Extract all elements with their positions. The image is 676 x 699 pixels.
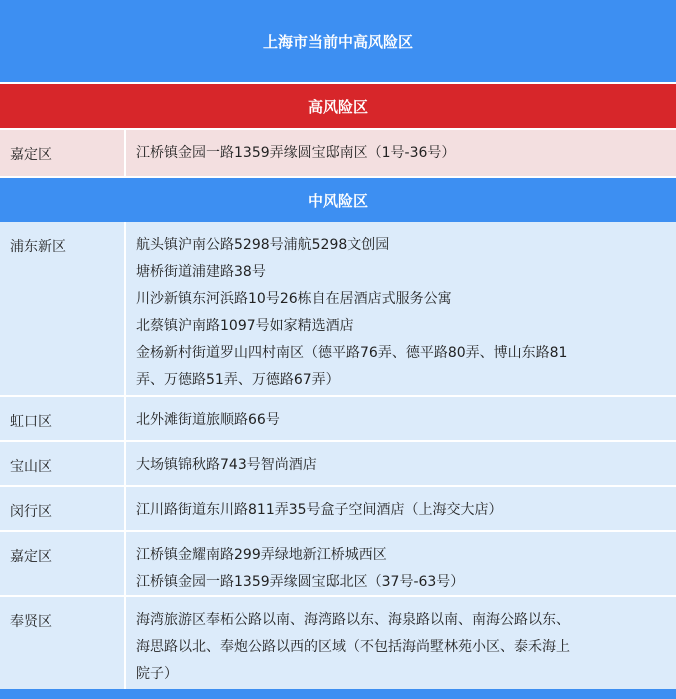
address-line: 海思路以北、奉炮公路以西的区域（不包括海尚墅林苑小区、泰禾海上	[136, 639, 570, 655]
mid-risk-row	[0, 597, 676, 689]
mid-risk-row	[0, 222, 676, 397]
district-cell: 奉贤区	[0, 597, 126, 689]
address-cell	[126, 487, 676, 530]
district-cell: 嘉定区	[0, 532, 126, 595]
address-line: 塘桥街道浦建路38号	[136, 264, 266, 280]
district-cell: 虹口区	[0, 397, 126, 440]
address-line: 江桥镇金园一路1359弄缘圆宝邸北区（37号-63号）	[136, 574, 465, 590]
address-line: 金杨新村街道罗山四村南区（德平路76弄、德平路80弄、博山东路81	[136, 345, 568, 361]
address-line: 大场镇锦秋路743号智尚酒店	[136, 457, 317, 473]
address-line: 海湾旅游区奉柘公路以南、海湾路以东、海泉路以南、南海公路以东、	[136, 612, 570, 628]
address-line: 江川路街道东川路811弄35号盒子空间酒店（上海交大店）	[136, 502, 503, 518]
address-line: 川沙新镇东河浜路10号26栋自在居酒店式服务公寓	[136, 291, 452, 307]
address-cell	[126, 130, 676, 176]
address-line: 弄、万德路51弄、万德路67弄）	[136, 372, 340, 388]
page-title: 上海市当前中高风险区	[0, 0, 676, 82]
address-line: 北蔡镇沪南路1097号如家精选酒店	[136, 318, 354, 334]
high-risk-header: 高风险区	[0, 84, 676, 128]
mid-risk-row	[0, 397, 676, 442]
address-cell	[126, 597, 676, 689]
district-cell: 浦东新区	[0, 222, 126, 395]
address-cell	[126, 532, 676, 595]
mid-risk-header: 中风险区	[0, 178, 676, 222]
district-cell: 宝山区	[0, 442, 126, 485]
mid-risk-row	[0, 532, 676, 597]
district-cell: 嘉定区	[0, 130, 126, 176]
address-line: 北外滩街道旅顺路66号	[136, 412, 280, 428]
address-line: 院子）	[136, 666, 178, 682]
mid-risk-row	[0, 487, 676, 532]
bottom-divider	[0, 689, 676, 699]
address-line: 江桥镇金园一路1359弄缘圆宝邸南区（1号-36号）	[136, 145, 456, 161]
address-cell	[126, 442, 676, 485]
high-risk-row	[0, 130, 676, 178]
district-cell: 闵行区	[0, 487, 126, 530]
address-cell	[126, 397, 676, 440]
address-cell	[126, 222, 676, 395]
mid-risk-row	[0, 442, 676, 487]
address-line: 江桥镇金耀南路299弄绿地新江桥城西区	[136, 547, 387, 563]
address-line: 航头镇沪南公路5298号浦航5298文创园	[136, 237, 390, 253]
